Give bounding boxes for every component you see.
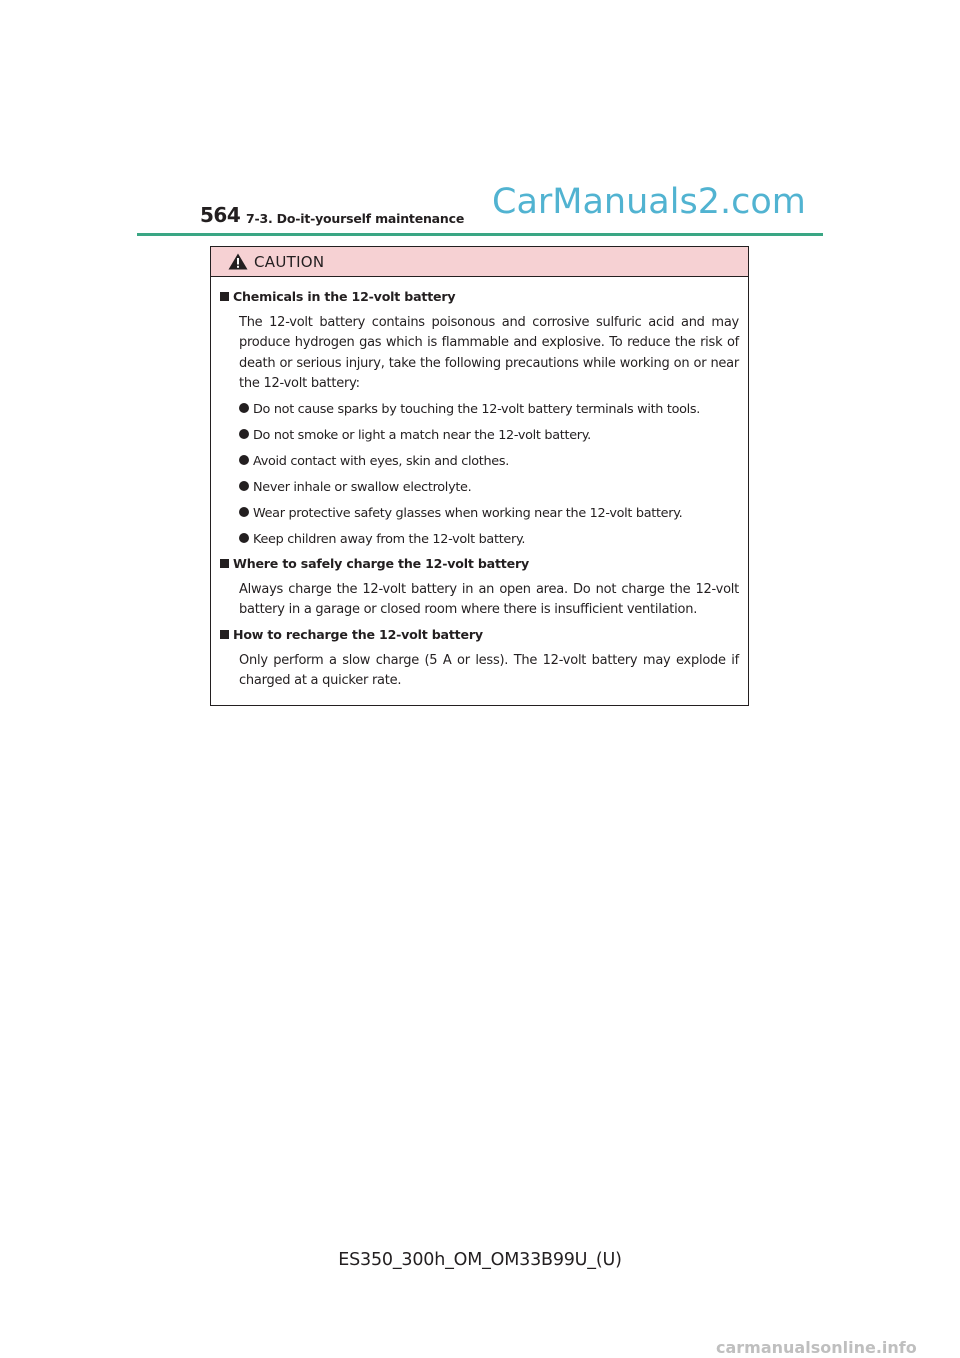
caution-header [211,247,748,277]
page-header [0,0,960,240]
watermark-logo[interactable]: CarManuals2.com [492,182,806,222]
topic-text: Only perform a slow charge (5 A or less). The 12-volt battery may explode if charged at a quicker rate. [239,652,739,689]
caution-title: CAUTION [254,252,325,271]
square-bullet-icon [220,630,229,639]
square-bullet-icon [220,292,229,301]
list-item [239,478,739,498]
list-item-text: Keep children away from the 12-volt battery. [253,532,526,548]
list-item-text: Avoid contact with eyes, skin and clothes. [253,454,509,470]
topic-chemicals [220,289,739,550]
topic-heading-row [220,289,739,304]
bullet-dot-icon [239,429,249,439]
bullet-dot-icon [239,533,249,543]
precaution-list [239,400,739,550]
topic-text: Always charge the 12-volt battery in an open area. Do not charge the 12-volt battery in a garage or closed room where there is insufficient ventilation. [239,582,739,618]
list-item [239,452,739,472]
warning-icon [228,253,248,270]
list-item [239,504,739,524]
list-item-text: Do not cause sparks by touching the 12-volt battery terminals with tools. [253,402,701,418]
site-watermark[interactable]: carmanualsonline.info [716,1338,917,1357]
page-number: 564 [200,203,241,227]
caution-box [210,246,749,706]
list-item [239,400,739,420]
bullet-dot-icon [239,507,249,517]
topic-how-to-recharge [220,627,739,692]
bullet-dot-icon [239,403,249,413]
bullet-dot-icon [239,481,249,491]
topic-heading-row [220,627,739,642]
topic-heading: How to recharge the 12-volt battery [233,626,483,642]
bullet-dot-icon [239,455,249,465]
header-rule [137,233,823,236]
list-item [239,530,739,550]
topic-heading: Where to safely charge the 12-volt battery [233,556,529,572]
list-item [239,426,739,446]
topic-where-to-charge [220,556,739,621]
caution-body [211,277,748,691]
topic-heading-row [220,556,739,571]
list-item-text: Wear protective safety glasses when working near the 12-volt battery. [253,506,683,522]
list-item-text: Do not smoke or light a match near the 12-volt battery. [253,428,591,444]
document-code: ES350_300h_OM_OM33B99U_(U) [338,1250,622,1270]
topic-heading: Chemicals in the 12-volt battery [233,289,456,304]
topic-text: The 12-volt battery contains poisonous and corrosive sulfuric acid and may produce hydrogen gas which is flammable and explosive. To reduce the risk of death or serious injury, take the following precautions while working on or near the 12-volt battery: [239,315,739,391]
square-bullet-icon [220,559,229,568]
list-item-text: Never inhale or swallow electrolyte. [253,480,472,496]
section-title: 7-3. Do-it-yourself maintenance [246,211,465,226]
